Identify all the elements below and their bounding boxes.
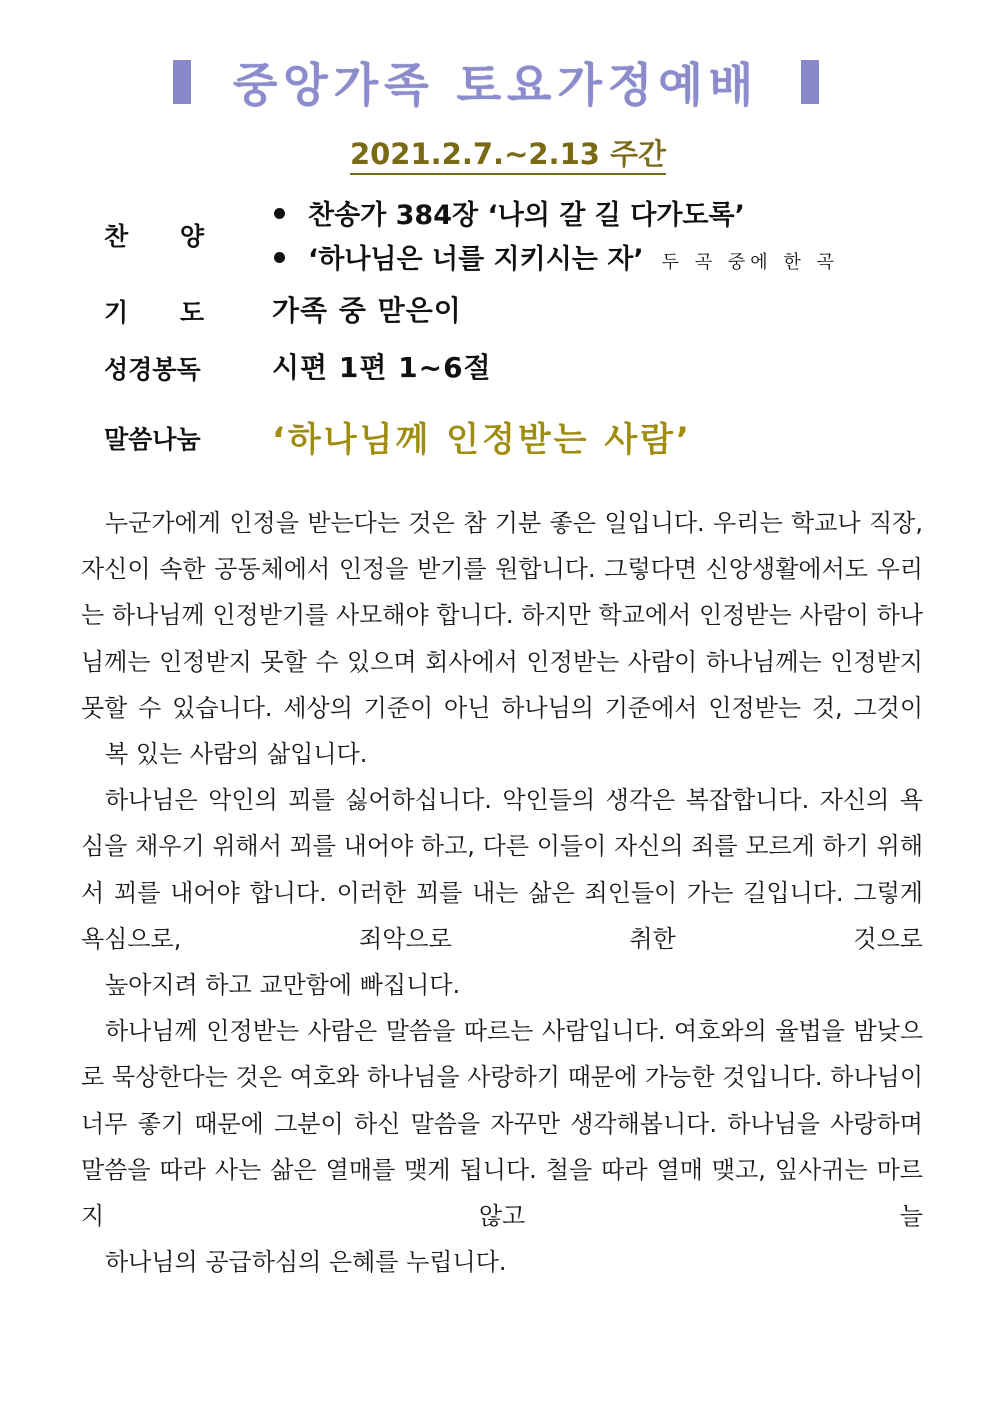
hymn-label-char-1: 찬 bbox=[104, 222, 129, 251]
sermon-body bbox=[81, 500, 923, 1285]
hymn-item-2-text: ‘하나님은 너를 지키시는 자’ bbox=[308, 244, 644, 275]
page-title: 중앙가족 토요가정예배 bbox=[232, 58, 760, 112]
hymn-item-1-text: 찬송가 384장 ‘나의 갈 길 다가도록’ bbox=[308, 200, 745, 231]
paragraph-1 bbox=[81, 500, 923, 777]
paragraph-3-text: 하나님께 인정받는 사람은 말씀을 따르는 사람입니다. 여호와의 율법을 밤낮으로 묵상한다는 것은 여호와 하나님을 사랑하기 때문에 가능한 것입니다. 하나님이 너무 좋기 때문에 그분이 하신 말씀을 자꾸만 생각해봅니다. 하나님을 사랑하며 말씀을 따라 사는 삶은 열매를 맺게 됩니다. 철을 따라 열매 맺고, 잎사귀는 마르지 않고 늘 bbox=[81, 1017, 923, 1231]
prayer-label-char-2: 도 bbox=[179, 298, 204, 327]
week-date bbox=[0, 132, 992, 173]
paragraph-3-last-line: 하나님의 공급하심의 은혜를 누립니다. bbox=[105, 1248, 507, 1277]
hymn-label bbox=[104, 217, 214, 253]
hymn-item-2 bbox=[272, 237, 932, 281]
paragraph-2-last-line: 높아지려 하고 교만함에 빠집니다. bbox=[105, 971, 461, 1000]
week-date-text: 2021.2.7.~2.13 주간 bbox=[350, 137, 666, 175]
hymn-list bbox=[272, 193, 932, 281]
title-left-bar bbox=[173, 60, 191, 104]
page-header bbox=[0, 52, 992, 112]
paragraph-1-last-line: 복 있는 사람의 삶입니다. bbox=[105, 740, 368, 769]
paragraph-1-text: 누군가에게 인정을 받는다는 것은 참 기분 좋은 일입니다. 우리는 학교나 직장, 자신이 속한 공동체에서 인정을 받기를 원합니다. 그렇다면 신앙생활에서도 우리는 하나님께 인정받기를 사모해야 합니다. 하지만 학교에서 인정받는 사람이 하나님께는 인정받지 못할 수 있으며 회사에서 인정받는 사람이 하나님께는 인정받지 못할 수 있습니다. 세상의 기준이 아닌 하나님의 기준에서 인정받는 것, 그것이 bbox=[81, 509, 923, 722]
prayer-value: 가족 중 맏은이 bbox=[272, 294, 462, 327]
prayer-label bbox=[104, 293, 214, 329]
sermon-title: ‘하나님께 인정받는 사람’ bbox=[272, 420, 692, 460]
hymn-item-1 bbox=[272, 193, 932, 237]
title-right-bar bbox=[801, 60, 819, 104]
paragraph-2-text: 하나님은 악인의 꾀를 싫어하십니다. 악인들의 생각은 복잡합니다. 자신의 욕심을 채우기 위해서 꾀를 내어야 하고, 다른 이들이 자신의 죄를 모르게 하기 위해서 꾀를 내어야 합니다. 이러한 꾀를 내는 삶은 죄인들이 가는 길입니다. 그렇게 욕심으로, 죄악으로 취한 것으로 bbox=[81, 786, 923, 953]
reading-value: 시편 1편 1~6절 bbox=[272, 351, 492, 384]
paragraph-3 bbox=[81, 1008, 923, 1285]
reading-label: 성경봉독 bbox=[104, 355, 201, 384]
sermon-label: 말씀나눔 bbox=[104, 425, 201, 454]
prayer-label-char-1: 기 bbox=[104, 298, 129, 327]
hymn-note: 두 곡 중에 한 곡 bbox=[661, 252, 839, 273]
paragraph-2 bbox=[81, 777, 923, 1008]
hymn-label-char-2: 양 bbox=[179, 222, 204, 251]
